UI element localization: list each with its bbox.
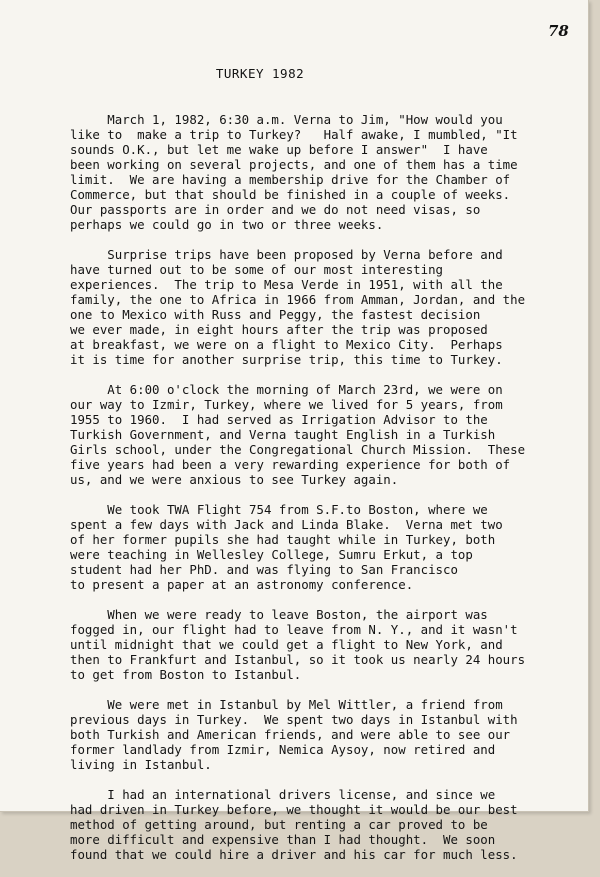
text-line: We took TWA Flight 754 from S.F.to Boston, where we xyxy=(70,502,488,517)
text-line: until midnight that we could get a flight to New York, and xyxy=(70,637,503,652)
paragraph xyxy=(70,697,540,772)
text-line: had driven in Turkey before, we thought it would be our best xyxy=(70,802,518,817)
page-number: 78 xyxy=(548,22,569,40)
text-line: 1955 to 1960. I had served as Irrigation Advisor to the xyxy=(70,412,488,427)
text-line: been working on several projects, and one of them has a time xyxy=(70,157,518,172)
text-line: experiences. The trip to Mesa Verde in 1951, with all the xyxy=(70,277,503,292)
text-line: method of getting around, but renting a car proved to be xyxy=(70,817,488,832)
text-line: perhaps we could go in two or three weeks. xyxy=(70,217,384,232)
text-line: Our passports are in order and we do not need visas, so xyxy=(70,202,481,217)
text-line: At 6:00 o'clock the morning of March 23rd, we were on xyxy=(70,382,503,397)
paragraph xyxy=(70,607,540,682)
text-line: then to Frankfurt and Istanbul, so it took us nearly 24 hours xyxy=(70,652,526,667)
text-line: of her former pupils she had taught while in Turkey, both xyxy=(70,532,496,547)
text-line: When we were ready to leave Boston, the airport was xyxy=(70,607,488,622)
text-line: five years had been a very rewarding experience for both of xyxy=(70,457,511,472)
text-line: it is time for another surprise trip, this time to Turkey. xyxy=(70,352,503,367)
text-line: Turkish Government, and Verna taught English in a Turkish xyxy=(70,427,496,442)
text-line: living in Istanbul. xyxy=(70,757,212,772)
text-line: previous days in Turkey. We spent two days in Istanbul with xyxy=(70,712,518,727)
text-line: I had an international drivers license, and since we xyxy=(70,787,496,802)
text-line: fogged in, our flight had to leave from N. Y., and it wasn't xyxy=(70,622,518,637)
text-line: We were met in Istanbul by Mel Wittler, a friend from xyxy=(70,697,503,712)
text-line: we ever made, in eight hours after the trip was proposed xyxy=(70,322,488,337)
text-line: former landlady from Izmir, Nemica Aysoy, now retired and xyxy=(70,742,496,757)
document-body xyxy=(70,112,540,877)
paragraph xyxy=(70,502,540,592)
paragraph xyxy=(70,112,540,232)
text-line: both Turkish and American friends, and were able to see our xyxy=(70,727,511,742)
text-line: sounds O.K., but let me wake up before I answer" I have xyxy=(70,142,488,157)
text-line: to get from Boston to Istanbul. xyxy=(70,667,302,682)
text-line: family, the one to Africa in 1966 from Amman, Jordan, and the xyxy=(70,292,526,307)
text-line: one to Mexico with Russ and Peggy, the fastest decision xyxy=(70,307,481,322)
text-line: Commerce, but that should be finished in a couple of weeks. xyxy=(70,187,511,202)
paragraph xyxy=(70,247,540,367)
paragraph xyxy=(70,382,540,487)
paragraph xyxy=(70,787,540,862)
page-title: TURKEY 1982 xyxy=(215,66,305,81)
text-line: Surprise trips have been proposed by Verna before and xyxy=(70,247,503,262)
text-line: Girls school, under the Congregational Church Mission. These xyxy=(70,442,526,457)
text-line: more difficult and expensive than I had thought. We soon xyxy=(70,832,496,847)
text-line: found that we could hire a driver and his car for much less. xyxy=(70,847,518,862)
text-line: like to make a trip to Turkey? Half awake, I mumbled, "It xyxy=(70,127,518,142)
text-line: March 1, 1982, 6:30 a.m. Verna to Jim, "How would you xyxy=(70,112,503,127)
text-line: us, and we were anxious to see Turkey again. xyxy=(70,472,399,487)
text-line: student had her PhD. and was flying to San Francisco xyxy=(70,562,458,577)
text-line: were teaching in Wellesley College, Sumru Erkut, a top xyxy=(70,547,473,562)
text-line: to present a paper at an astronomy conference. xyxy=(70,577,414,592)
text-line: have turned out to be some of our most interesting xyxy=(70,262,443,277)
text-line: spent a few days with Jack and Linda Blake. Verna met two xyxy=(70,517,503,532)
text-line: our way to Izmir, Turkey, where we lived for 5 years, from xyxy=(70,397,503,412)
text-line: limit. We are having a membership drive for the Chamber of xyxy=(70,172,511,187)
text-line: at breakfast, we were on a flight to Mexico City. Perhaps xyxy=(70,337,503,352)
